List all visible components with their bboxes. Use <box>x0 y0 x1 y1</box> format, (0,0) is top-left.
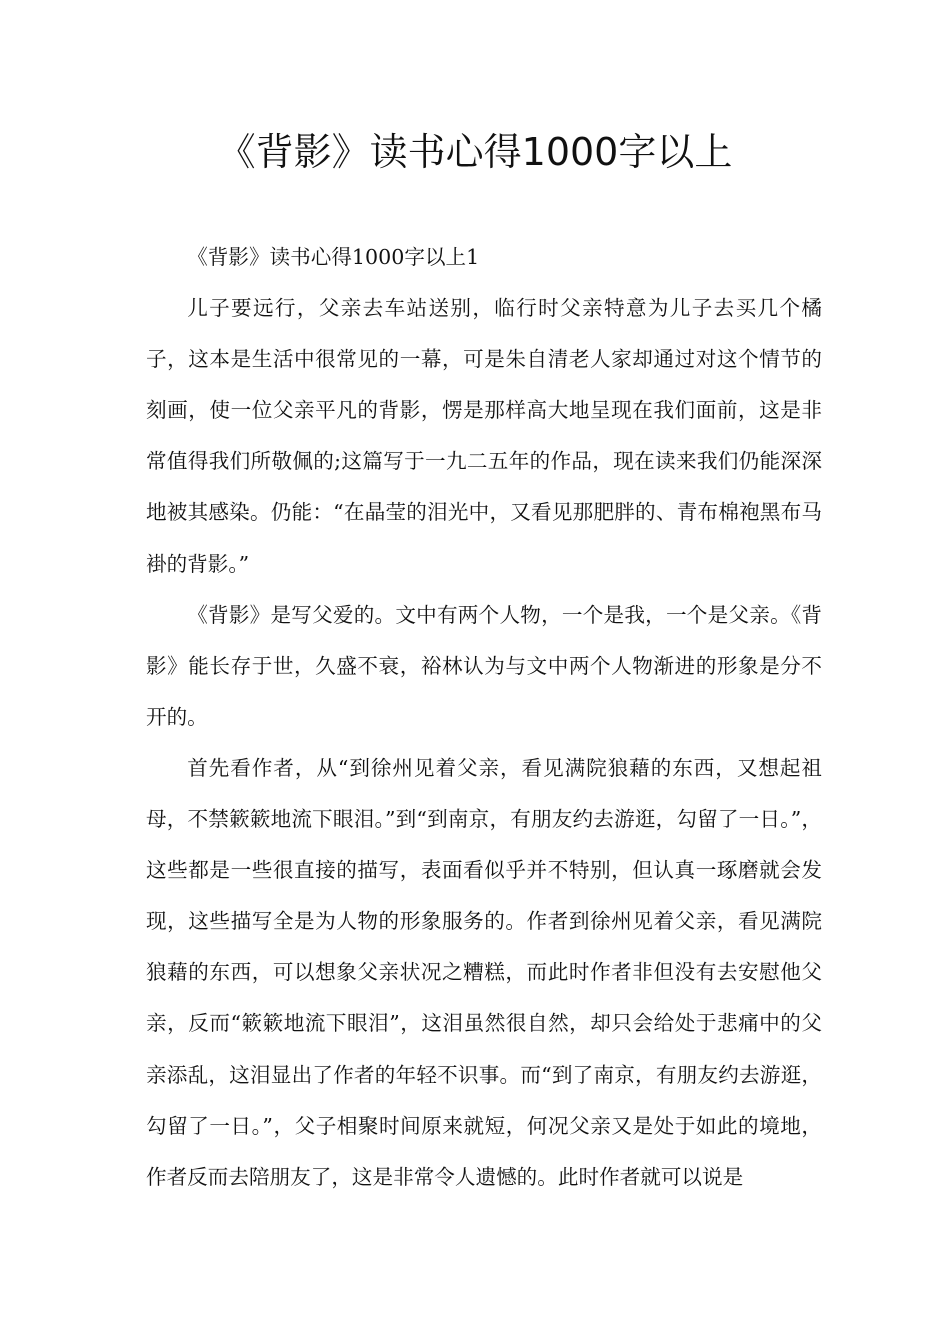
document-body <box>146 232 822 1203</box>
paragraph-1: 儿子要远行，父亲去车站送别，临行时父亲特意为儿子去买几个橘子，这本是生活中很常见的一幕，可是朱自清老人家却通过对这个情节的刻画，使一位父亲平凡的背影，愣是那样高大地呈现在我们面前，这是非常值得我们所敬佩的;这篇写于一九二五年的作品，现在读来我们仍能深深地被其感染。仍能：“在晶莹的泪光中，又看见那肥胖的、青布棉袍黑布马褂的背影。” <box>146 296 822 576</box>
section-heading: 《背影》读书心得1000字以上1 <box>187 245 480 269</box>
paragraph-2: 《背影》是写父爱的。文中有两个人物，一个是我，一个是父亲。《背影》能长存于世，久盛不衰，裕林认为与文中两个人物渐进的形象是分不开的。 <box>146 602 822 729</box>
paragraph-3: 首先看作者，从“到徐州见着父亲，看见满院狼藉的东西，又想起祖母，不禁簌簌地流下眼泪。”到“到南京，有朋友约去游逛，勾留了一日。”，这些都是一些很直接的描写，表面看似乎并不特别，但认真一琢磨就会发现，这些描写全是为人物的形象服务的。作者到徐州见着父亲，看见满院狼藉的东西，可以想象父亲状况之糟糕，而此时作者非但没有去安慰他父亲，反而“簌簌地流下眼泪”，这泪虽然很自然，却只会给处于悲痛中的父亲添乱，这泪显出了作者的年轻不识事。而“到了南京，有朋友约去游逛，勾留了一日。”，父子相聚时间原来就短，何况父亲又是处于如此的境地，作者反而去陪朋友了，这是非常令人遗憾的。此时作者就可以说是 <box>146 755 822 1189</box>
document-title: 《背影》读书心得1000字以上 <box>217 130 733 174</box>
